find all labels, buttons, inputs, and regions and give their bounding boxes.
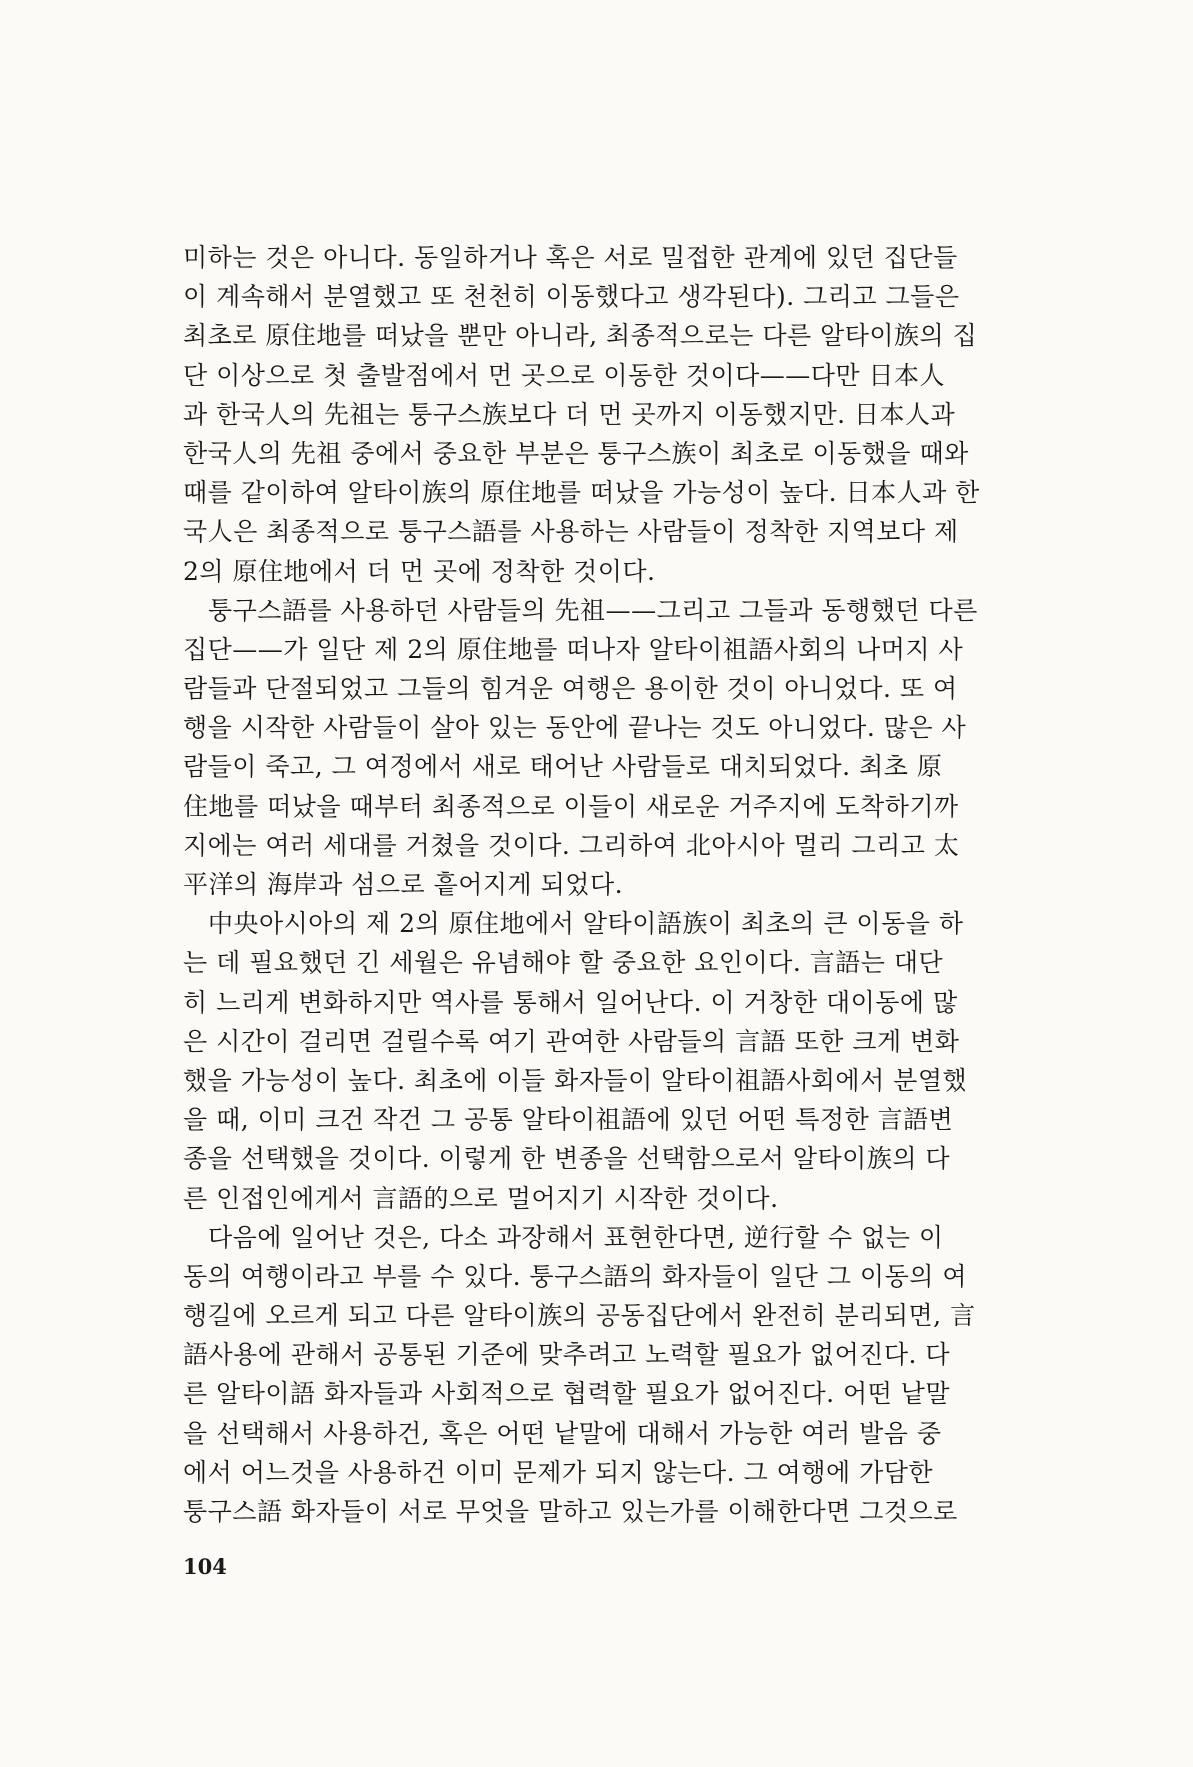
paragraph-start-line: 中央아시아의 제 2의 原住地에서 알타이語族이 최초의 큰 이동을 하 xyxy=(208,909,964,939)
text-line: 행길에 오르게 되고 다른 알타이族의 공동집단에서 완전히 분리되면, 言 xyxy=(183,1301,976,1331)
text-line: 람들이 죽고, 그 여정에서 새로 태어난 사람들로 대치되었다. 최초 原 xyxy=(183,752,943,782)
text-line: 을 때, 이미 크건 작건 그 공통 알타이祖語에 있던 어떤 특정한 言語변 xyxy=(183,1105,954,1135)
text-line: 종을 선택했을 것이다. 이렇게 한 변종을 선택함으로서 알타이族의 다 xyxy=(183,1144,951,1174)
text-line: 히 느리게 변화하지만 역사를 통해서 일어난다. 이 거창한 대이동에 많 xyxy=(183,987,958,1017)
text-line: 이 계속해서 분열했고 또 천천히 이동했다고 생각된다). 그리고 그들은 xyxy=(183,282,960,312)
text-line: 지에는 여러 세대를 거쳤을 것이다. 그리하여 北아시아 멀리 그리고 太 xyxy=(183,830,960,860)
text-line: 2의 原住地에서 더 먼 곳에 정착한 것이다. xyxy=(183,556,656,586)
text-line: 平洋의 海岸과 섬으로 흩어지게 되었다. xyxy=(183,870,624,899)
text-line: 퉁구스語 화자들이 서로 무엇을 말하고 있는가를 이해한다면 그것으로 xyxy=(183,1497,958,1526)
text-line: 국人은 최종적으로 퉁구스語를 사용하는 사람들이 정착한 지역보다 제 xyxy=(183,517,959,547)
body-text xyxy=(183,238,1051,1531)
text-line: 단 이상으로 첫 출발점에서 먼 곳으로 이동한 것이다——다만 日本人 xyxy=(183,360,946,390)
text-line: 집단——가 일단 제 2의 原住地를 떠나자 알타이祖語사회의 나머지 사 xyxy=(183,634,964,664)
text-line: 최초로 原住地를 떠났을 뿐만 아니라, 최종적으로는 다른 알타이族의 집 xyxy=(183,321,978,351)
text-line: 때를 같이하여 알타이族의 原住地를 떠났을 가능성이 높다. 日本人과 한 xyxy=(183,478,980,508)
text-line: 람들과 단절되었고 그들의 힘겨운 여행은 용이한 것이 아니었다. 또 여 xyxy=(183,674,958,704)
text-line: 미하는 것은 아니다. 동일하거나 혹은 서로 밀접한 관계에 있던 집단들 xyxy=(183,243,958,272)
text-line: 했을 가능성이 높다. 최초에 이들 화자들이 알타이祖語사회에서 분열했 xyxy=(183,1065,968,1095)
text-line: 은 시간이 걸리면 걸릴수록 여기 관여한 사람들의 言語 또한 크게 변화 xyxy=(183,1026,960,1056)
text-line: 른 알타이語 화자들과 사회적으로 협력할 필요가 없어진다. 어떤 낱말 xyxy=(183,1379,951,1409)
text-line: 한국人의 先祖 중에서 중요한 부분은 퉁구스族이 최초로 이동했을 때와 xyxy=(183,438,969,468)
text-line: 과 한국人의 先祖는 퉁구스族보다 더 먼 곳까지 이동했지만. 日本人과 xyxy=(183,399,956,429)
text-line: 는 데 필요했던 긴 세월은 유념해야 할 중요한 요인이다. 言語는 대단 xyxy=(183,948,944,978)
text-line: 住地를 떠났을 때부터 최종적으로 이들이 새로운 거주지에 도착하기까 xyxy=(183,791,959,821)
text-line: 른 인접인에게서 言語的으로 멀어지기 시작한 것이다. xyxy=(183,1183,779,1213)
paragraph-start-line: 퉁구스語를 사용하던 사람들의 先祖——그리고 그들과 동행했던 다른 xyxy=(208,595,978,625)
text-line: 을 선택해서 사용하건, 혹은 어떤 낱말에 대해서 가능한 여러 발음 중 xyxy=(183,1418,942,1448)
text-line: 행을 시작한 사람들이 살아 있는 동안에 끝나는 것도 아니었다. 많은 사 xyxy=(183,713,967,743)
text-line: 語사용에 관해서 공통된 기준에 맞추려고 노력할 필요가 없어진다. 다 xyxy=(183,1340,951,1370)
text-line: 동의 여행이라고 부를 수 있다. 퉁구스語의 화자들이 일단 그 이동의 여 xyxy=(183,1261,967,1291)
paragraph-start-line: 다음에 일어난 것은, 다소 과장해서 표현한다면, 逆行할 수 없는 이 xyxy=(208,1222,944,1252)
page-number: 104 xyxy=(183,1554,227,1579)
text-line: 에서 어느것을 사용하건 이미 문제가 되지 않는다. 그 여행에 가담한 xyxy=(183,1457,934,1487)
